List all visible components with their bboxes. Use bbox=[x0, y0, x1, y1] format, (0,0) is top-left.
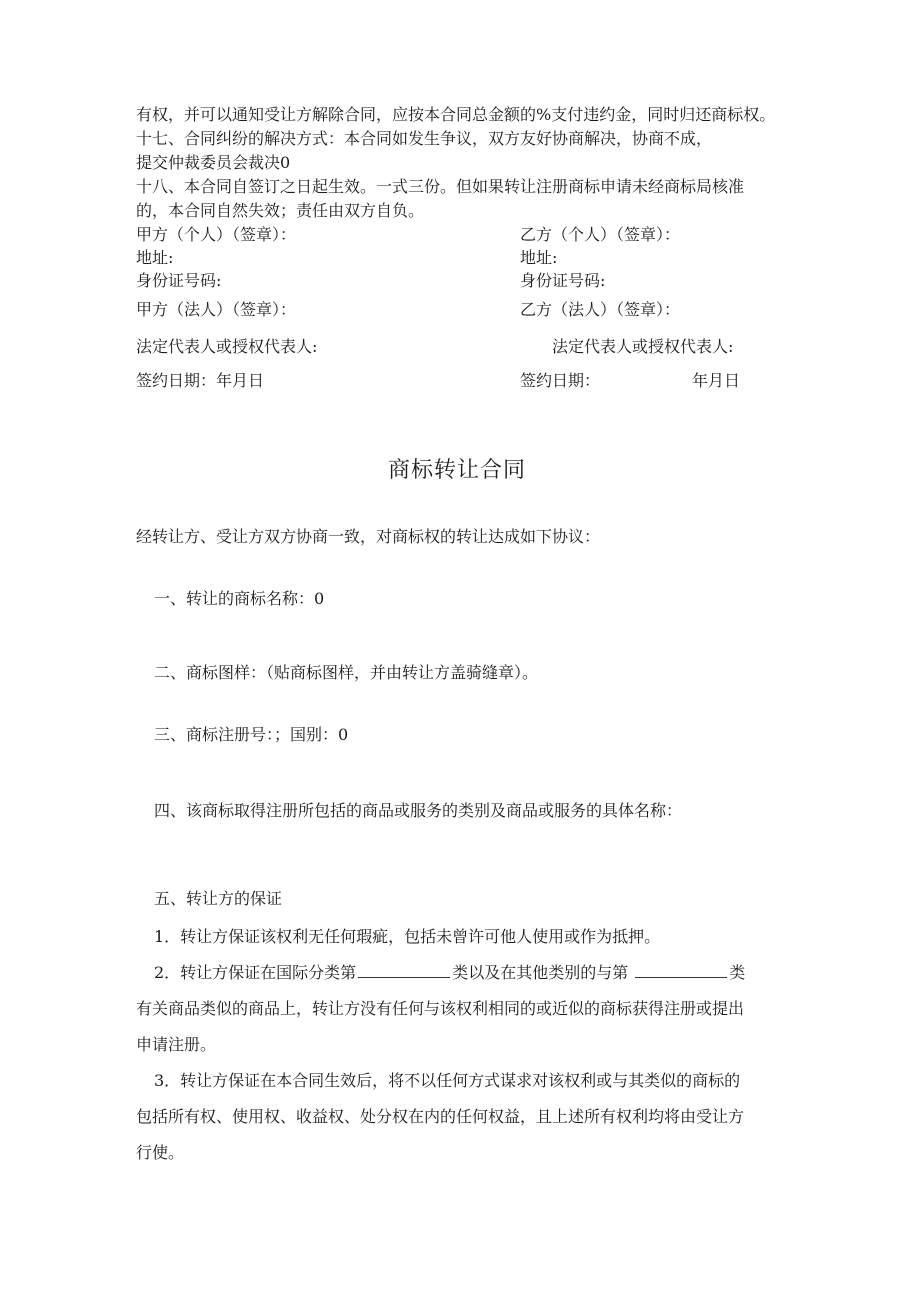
item-1-trademark-name: 一、转让的商标名称：0 bbox=[154, 589, 325, 608]
class-number-blank-2[interactable] bbox=[635, 963, 727, 978]
party-a-sign-date: 签约日期：年月日 bbox=[136, 371, 265, 390]
clause-1: 1．转让方保证该权利无任何瑕疵，包括未曾许可他人使用或作为抵押。 bbox=[154, 927, 661, 946]
clause-2-part-a: 2．转让方保证在国际分类第 bbox=[154, 963, 357, 982]
prev-contract-line-3: 提交仲裁委员会裁决0 bbox=[136, 153, 291, 172]
party-b-sign-date: 签约日期： bbox=[520, 371, 601, 390]
clause-3-line-2: 包括所有权、使用权、收益权、处分权在内的任何权益，且上述所有权利均将由受让方 bbox=[136, 1107, 745, 1126]
prev-contract-line-1: 有权，并可以通知受让方解除合同，应按本合同总金额的%支付违约金，同时归还商标权。 bbox=[136, 105, 776, 124]
clause-3-line-3: 行使。 bbox=[136, 1143, 185, 1162]
party-a-id-number: 身份证号码: bbox=[136, 271, 222, 290]
contract-intro: 经转让方、受让方双方协商一致，对商标权的转让达成如下协议： bbox=[136, 527, 601, 546]
party-a-representative: 法定代表人或授权代表人: bbox=[136, 337, 318, 356]
clause-2-line-3: 申请注册。 bbox=[136, 1035, 217, 1054]
prev-contract-line-2: 十七、合同纠纷的解决方式：本合同如发生争议，双方友好协商解决，协商不成， bbox=[136, 129, 713, 148]
clause-2-line-1 bbox=[154, 962, 745, 984]
prev-contract-line-5: 的，本合同自然失效；责任由双方自负。 bbox=[136, 201, 425, 220]
party-b-legal-sign: 乙方（法人）（签章）： bbox=[520, 300, 681, 319]
clause-3-line-1: 3．转让方保证在本合同生效后，将不以任何方式谋求对该权利或与其类似的商标的 bbox=[154, 1071, 741, 1090]
item-4-goods-services: 四、该商标取得注册所包括的商品或服务的类别及商品或服务的具体名称： bbox=[154, 801, 683, 820]
item-5-heading: 五、转让方的保证 bbox=[154, 889, 283, 908]
clause-2-part-b: 类以及在其他类别的与第 bbox=[452, 963, 629, 982]
party-a-address: 地址: bbox=[136, 248, 174, 267]
party-a-individual-sign: 甲方（个人）（签章）： bbox=[136, 225, 297, 244]
party-b-id-number: 身份证号码: bbox=[520, 271, 606, 290]
party-b-individual-sign: 乙方（个人）（签章）： bbox=[520, 225, 681, 244]
class-number-blank-1[interactable] bbox=[358, 963, 450, 978]
party-b-representative: 法定代表人或授权代表人: bbox=[552, 337, 734, 356]
party-b-address: 地址: bbox=[520, 248, 558, 267]
item-2-trademark-image: 二、商标图样：（贴商标图样，并由转让方盖骑缝章）。 bbox=[154, 663, 539, 682]
contract-title: 商标转让合同 bbox=[388, 458, 527, 483]
clause-2-line-2: 有关商品类似的商品上，转让方没有任何与该权利相同的或近似的商标获得注册或提出 bbox=[136, 999, 745, 1018]
party-a-legal-sign: 甲方（法人）（签章）： bbox=[136, 300, 297, 319]
clause-2-part-c: 类 bbox=[729, 963, 746, 982]
party-b-sign-date-suffix: 年月日 bbox=[692, 371, 741, 390]
item-3-registration-number: 三、商标注册号：；国别：0 bbox=[154, 725, 349, 744]
prev-contract-line-4: 十八、本合同自签订之日起生效。一式三份。但如果转让注册商标申请未经商标局核准 bbox=[136, 177, 745, 196]
